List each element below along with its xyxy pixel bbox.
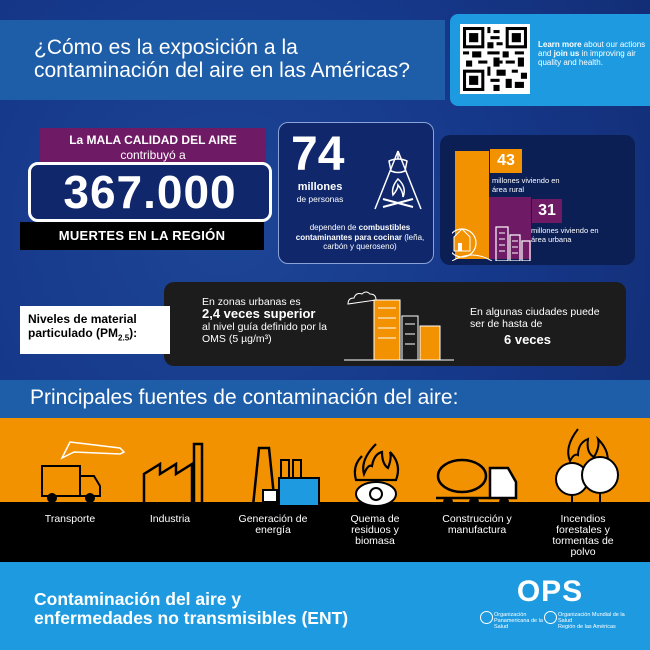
fuel-card <box>278 122 434 264</box>
particulate-label <box>20 306 170 354</box>
qr-panel[interactable] <box>450 14 650 106</box>
pm-left-pre: En zonas urbanas es <box>202 296 301 308</box>
source-label-incendios: Incendios forestales y tormentas de polvo <box>552 513 614 558</box>
deaths-number: 367.000 <box>28 162 272 222</box>
particulate-right-text <box>470 306 610 347</box>
pm-right-bold: 6 veces <box>504 332 551 347</box>
mala-calidad-subtitle: contribuyó a <box>120 148 186 162</box>
source-label-energia: Generación de energía <box>238 513 308 536</box>
qr-learn-more: Learn more <box>538 40 582 49</box>
header-question-line2: contaminación del aire en las Américas? <box>34 59 410 82</box>
deaths-label: MUERTES EN LA REGIÓN <box>20 222 264 250</box>
pm-left-bold: 2,4 veces superior <box>202 306 316 321</box>
org-who <box>558 612 638 630</box>
fuel-dep-pre: dependen de <box>309 223 359 232</box>
fuel-millones: millones <box>297 181 343 193</box>
qr-caption <box>538 40 646 67</box>
header-banner <box>0 20 445 100</box>
power-plant-icon <box>245 438 325 508</box>
factory-icon <box>142 440 216 508</box>
fuel-number: 74 <box>291 128 345 181</box>
fuel-personas: de personas <box>296 194 344 204</box>
fuel-dep-post: (leña, carbón y queroseno) <box>323 232 425 251</box>
fuel-dep-bold: combustibles contaminantes para cocinar <box>295 223 411 242</box>
source-label-construccion: Construcción y manufactura <box>442 513 512 536</box>
source-label-industria: Industria <box>149 513 191 525</box>
cement-truck-icon <box>432 448 518 508</box>
qr-text-mid: about our actions and <box>538 40 646 58</box>
sources-title: Principales fuentes de contaminación del aire: <box>0 380 650 418</box>
pm-label-end: ): <box>129 326 138 340</box>
village-city-icon <box>452 207 532 261</box>
footer-title <box>34 590 454 628</box>
burning-waste-icon <box>348 442 404 508</box>
qr-code-graphic <box>463 27 527 91</box>
urban-text: millones viviendo en área urbana <box>531 226 599 244</box>
who-emblem-icon <box>544 611 557 624</box>
rural-value: 43 <box>490 149 522 173</box>
source-label-transporte: Transporte <box>44 513 96 525</box>
qr-text-post: in improving air quality and health. <box>538 49 636 67</box>
footer-title-line1: Contaminación del aire y <box>34 589 242 609</box>
city-buildings-icon <box>344 290 454 362</box>
urban-value: 31 <box>532 199 562 223</box>
qr-join-us: join us <box>553 49 580 58</box>
pm-label-line1: Niveles de material <box>28 312 137 326</box>
pm-label-sub: 2.5 <box>118 333 130 343</box>
truck-plane-icon <box>40 428 130 508</box>
rural-urban-card <box>440 135 635 265</box>
mala-calidad-title: La MALA CALIDAD DEL AIRE <box>69 133 237 147</box>
pm-left-post: al nivel guía definido por la OMS (5 µg/m³) <box>202 321 327 345</box>
footer-title-line2: enfermedades no transmisibles (ENT) <box>34 608 349 628</box>
paho-emblem-icon <box>480 611 493 624</box>
org-who-region: Región de las Américas <box>558 624 616 630</box>
cooking-fire-icon <box>371 149 425 211</box>
forest-fire-icon <box>548 425 626 509</box>
qr-code-icon[interactable] <box>460 24 530 94</box>
org-paho: Organización Panamericana de la Salud <box>494 612 543 630</box>
footer <box>0 562 650 650</box>
rural-text: millones viviendo en área rural <box>492 176 560 194</box>
pm-right-pre: En algunas ciudades puede ser de hasta de <box>470 306 600 330</box>
particulate-left-text <box>202 296 342 345</box>
source-label-quema: Quema de residuos y biomasa <box>350 513 400 547</box>
fuel-description <box>287 223 433 252</box>
org-who-name: Organización Mundial de la Salud <box>558 612 625 624</box>
pm-label-line2: particulado (PM <box>28 326 119 340</box>
header-question-line1: ¿Cómo es la exposición a la <box>34 36 298 59</box>
ops-logo: OPS <box>516 575 584 608</box>
particulate-card <box>164 282 626 366</box>
